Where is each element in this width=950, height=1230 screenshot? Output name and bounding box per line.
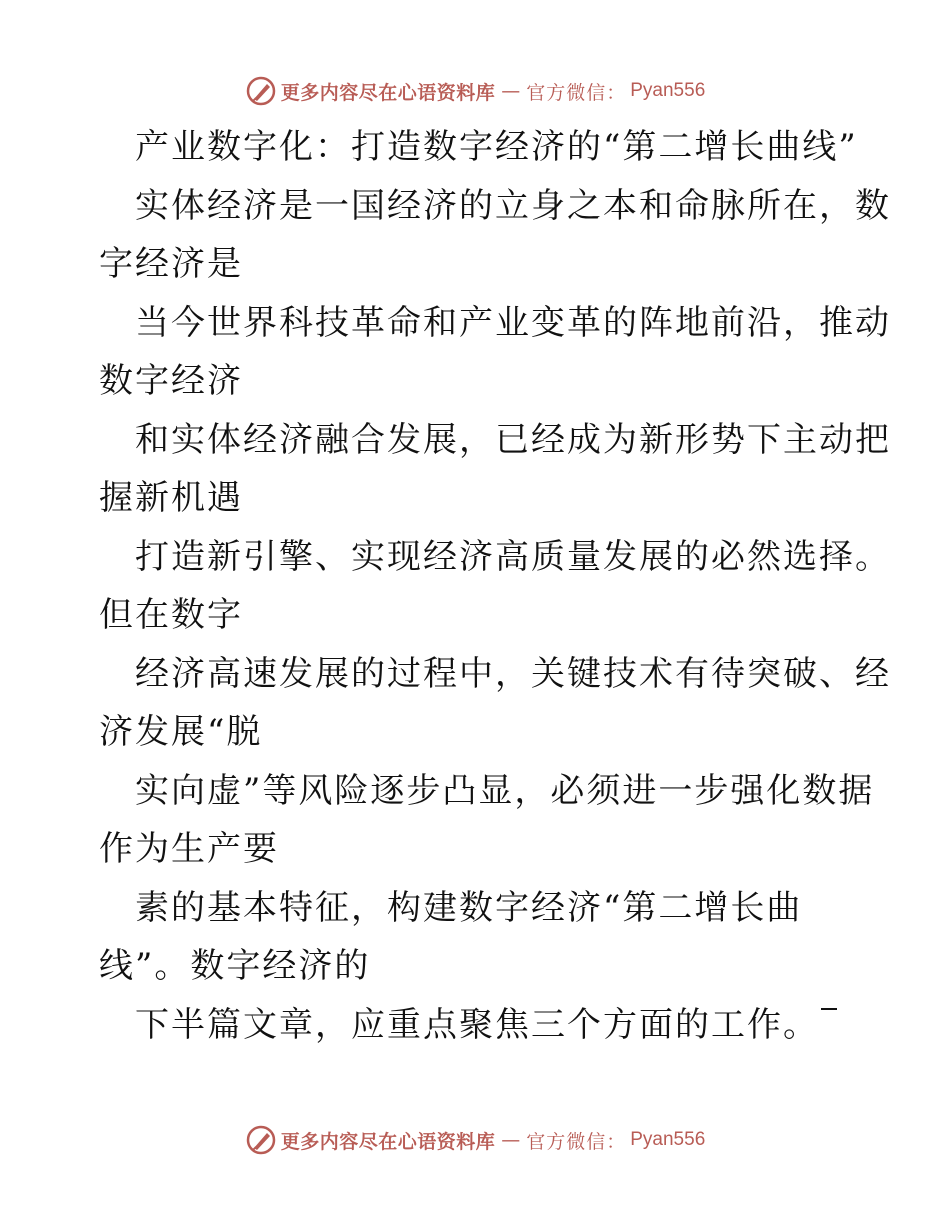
paragraph-line: 字经济是 <box>99 244 243 284</box>
wechat-id: Pyan556 <box>630 1129 706 1150</box>
quill-pen-logo-icon <box>245 1124 277 1156</box>
paragraph-line: 数字经济 <box>99 361 243 401</box>
paragraph-line: 握新机遇 <box>99 478 243 518</box>
header-watermark-banner <box>0 71 950 111</box>
paragraph-line: 实向虚”等风险逐步凸显，必须进一步强化数据 <box>135 770 875 811</box>
paragraph-line: 济发展“脱 <box>99 712 263 752</box>
document-body <box>99 118 891 1054</box>
library-slogan: 更多内容尽在心语资料库 <box>280 81 496 104</box>
paragraph-last-line <box>99 996 859 1055</box>
library-slogan: 更多内容尽在心语资料库 <box>280 1130 496 1153</box>
footer-watermark-banner <box>0 1120 950 1160</box>
slogan-dash: — <box>501 80 521 102</box>
text-cursor-mark <box>821 1008 837 1010</box>
wechat-label: 官方微信： <box>526 1130 627 1153</box>
paragraph-line: 作为生产要 <box>99 829 279 869</box>
wechat-id: Pyan556 <box>630 80 706 101</box>
paragraph-line: 打造新引擎、实现经济高质量发展的必然选择。 <box>135 536 891 577</box>
paragraph-line: 实体经济是一国经济的立身之本和命脉所在，数 <box>135 185 891 226</box>
slogan-dash: — <box>501 1129 521 1151</box>
paragraph-line: 当今世界科技革命和产业变革的阵地前沿，推动 <box>135 302 891 343</box>
paragraph-line: 素的基本特征，构建数字经济“第二增长曲 <box>135 887 803 928</box>
wechat-label: 官方微信： <box>526 81 627 104</box>
paragraph-line: 和实体经济融合发展，已经成为新形势下主动把 <box>135 419 891 460</box>
document-title: 产业数字化：打造数字经济的“第二增长曲线” <box>135 127 858 167</box>
quill-pen-logo-icon <box>245 75 277 107</box>
paragraph-last-line-text: 下半篇文章，应重点聚焦三个方面的工作。 <box>135 1004 819 1045</box>
paragraph-line: 线”。数字经济的 <box>99 946 371 986</box>
paragraph-line: 但在数字 <box>99 595 243 635</box>
paragraph-line: 经济高速发展的过程中，关键技术有待突破、经 <box>135 653 891 694</box>
